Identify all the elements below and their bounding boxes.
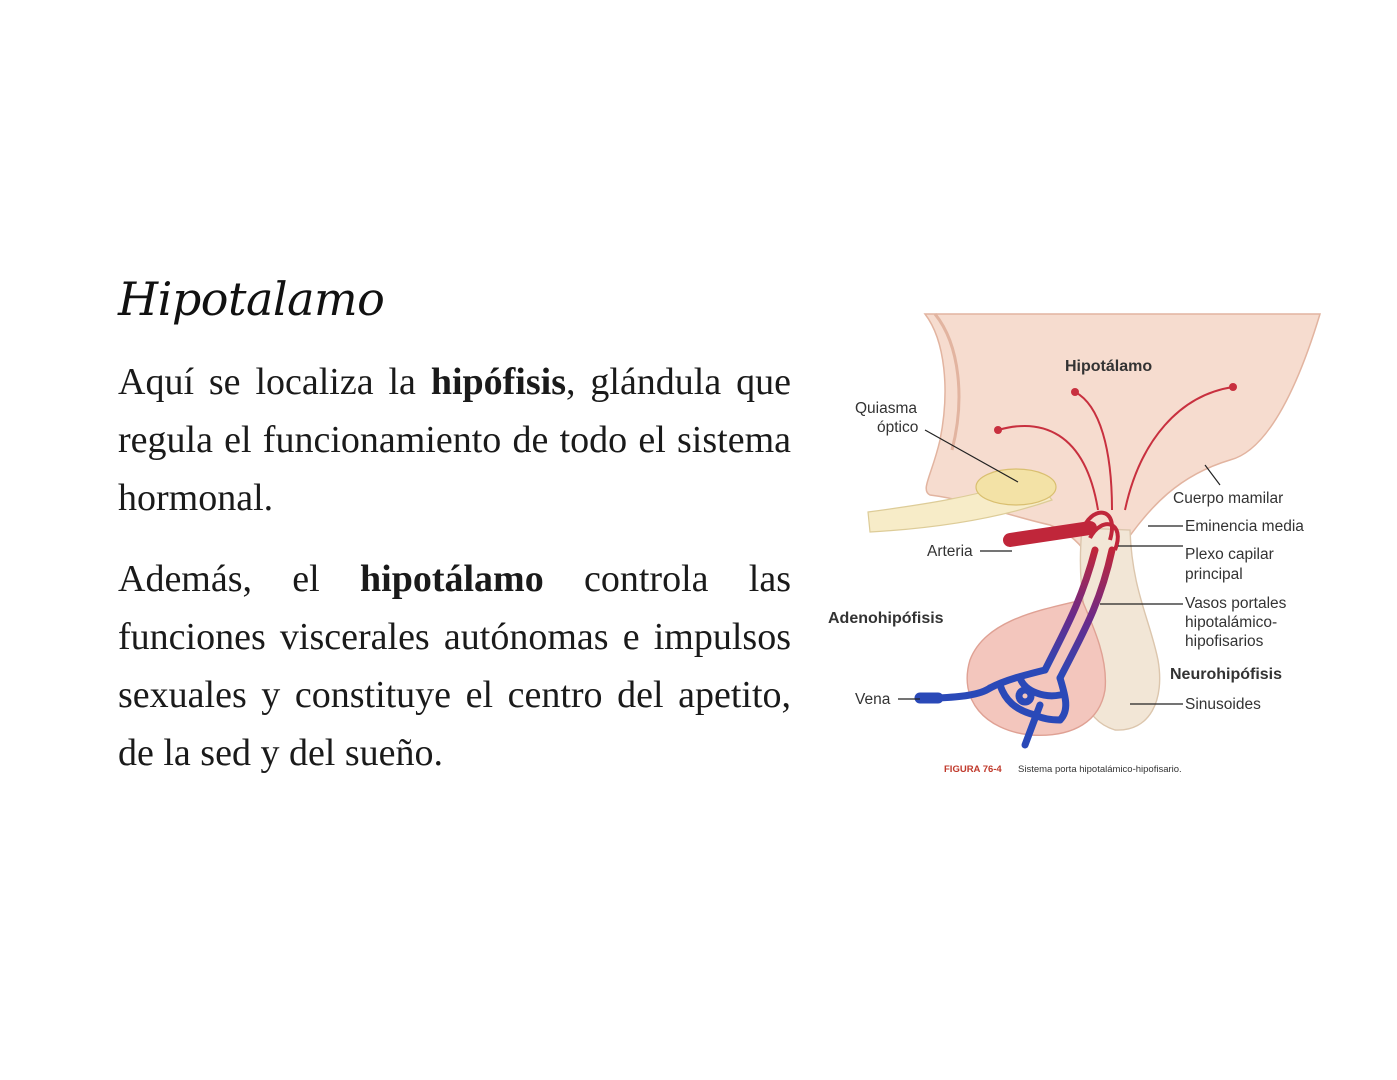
label-plexo-capilar: Plexo capilar <box>1185 546 1274 563</box>
paragraph-text: Aquí se localiza la <box>118 361 431 403</box>
label-neurohipofisis: Neurohipófisis <box>1170 666 1283 683</box>
bold-term-hipofisis: hipófisis <box>430 361 566 403</box>
paragraph-hipofisis <box>118 353 791 527</box>
anatomy-diagram <box>820 300 1340 790</box>
label-hipofisarios: hipofisarios <box>1185 633 1264 650</box>
label-cuerpo-mamilar: Cuerpo mamilar <box>1173 490 1284 507</box>
hypothalamic-pituitary-figure <box>820 300 1340 790</box>
label-hipotalamo: Hipotálamo <box>1065 358 1153 375</box>
optic-chiasm-shape <box>976 469 1056 505</box>
figure-caption-text: Sistema porta hipotalámico-hipofisario. <box>1018 764 1182 775</box>
label-vasos-portales: Vasos portales <box>1185 595 1287 612</box>
page-heading: Hipotalamo <box>118 272 385 326</box>
label-vena: Vena <box>855 691 891 708</box>
figure-caption-label: FIGURA 76-4 <box>944 764 1002 775</box>
paragraph-text: , glándula que regula el funcionamiento de todo el sistema hormonal. <box>118 361 791 519</box>
label-quiasma: Quiasma <box>855 400 918 417</box>
label-arteria: Arteria <box>927 543 973 560</box>
label-adenohipofisis: Adenohipófisis <box>828 610 944 627</box>
paragraph-text: Además, el <box>118 558 361 600</box>
bold-term-hipotalamo: hipotálamo <box>360 558 544 600</box>
label-eminencia-media: Eminencia media <box>1185 518 1304 535</box>
paragraph-hipotalamo <box>118 550 791 782</box>
label-sinusoides: Sinusoides <box>1185 696 1261 713</box>
label-hipotalamico: hipotalámico- <box>1185 614 1278 631</box>
paragraph-text: controla las funciones viscerales autónomas e impulsos sexuales y constituye el centro del apetito, de la sed y del sueño. <box>118 558 791 774</box>
label-principal: principal <box>1185 566 1243 583</box>
label-optico: óptico <box>877 419 919 436</box>
